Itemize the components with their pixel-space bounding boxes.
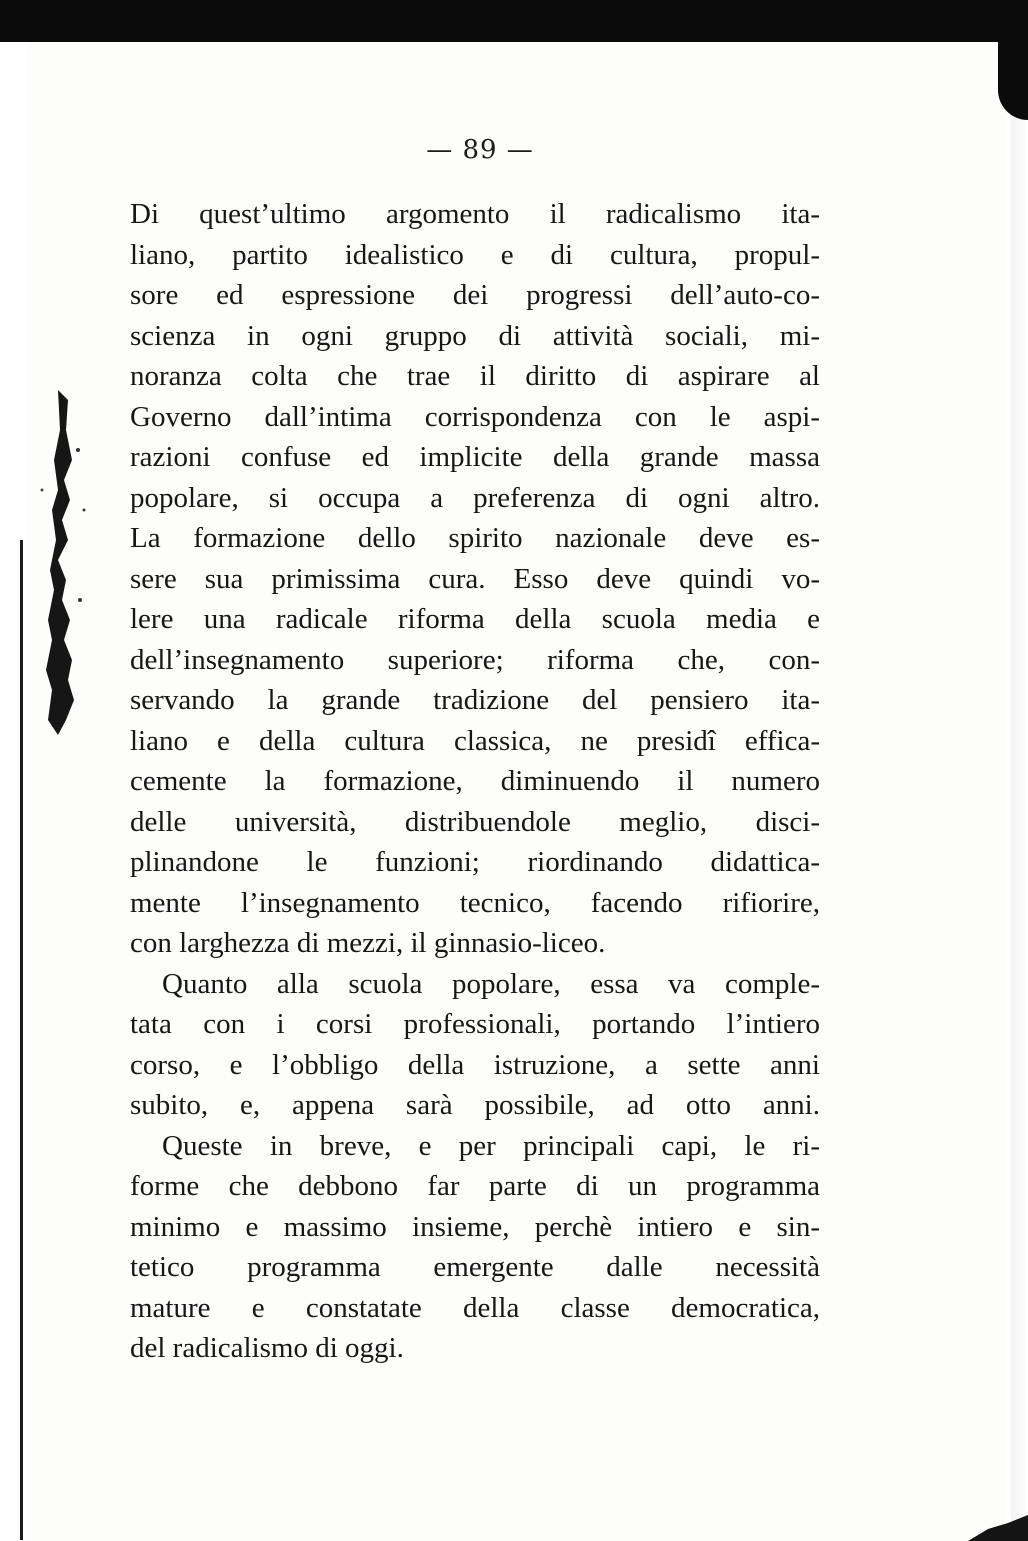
text-line: La formazione dello spirito nazionale deve es-	[130, 522, 820, 554]
text-line: subito, e, appena sarà possibile, ad otto anni.	[130, 1089, 820, 1121]
text-line: liano, partito idealistico e di cultura, propul-	[130, 238, 820, 271]
text-line: minimo e massimo insieme, perchè intiero e sin-	[130, 1210, 820, 1243]
text-line: del radicalismo di oggi.	[130, 1332, 404, 1364]
text-line: servando la grande tradizione del pensiero ita-	[130, 684, 820, 716]
body-text	[130, 194, 820, 1369]
text-line: popolare, si occupa a preferenza di ogni altro.	[130, 481, 820, 514]
text-line: Governo dall’intima corrispondenza con le aspi-	[130, 400, 820, 433]
text-line: sere sua primissima cura. Esso deve quindi vo-	[130, 562, 820, 595]
text-line: dell’insegnamento superiore; riforma che, con-	[130, 643, 820, 676]
page-number: — 89 —	[426, 135, 534, 165]
binding-edge-line	[20, 540, 23, 1540]
text-line: razioni confuse ed implicite della grande massa	[130, 441, 820, 473]
text-line: Queste in breve, e per principali capi, le ri-	[162, 1129, 820, 1162]
text-line: forme che debbono far parte di un programma	[130, 1170, 820, 1202]
text-line: mature e constatate della classe democratica,	[130, 1291, 820, 1324]
text-line: plinandone le funzioni; riordinando didattica-	[130, 846, 820, 878]
text-line: corso, e l’obbligo della istruzione, a sette anni	[130, 1048, 820, 1081]
text-line: Quanto alla scuola popolare, essa va comple-	[162, 967, 820, 1000]
scanner-top-shadow	[0, 0, 1028, 42]
text-line: Di quest’ultimo argomento il radicalismo ita-	[130, 198, 820, 230]
text-line: liano e della cultura classica, ne presidî effica-	[130, 724, 820, 757]
text-line: lere una radicale riforma della scuola media e	[130, 603, 820, 635]
text-line: tata con i corsi professionali, portando l’intiero	[130, 1008, 820, 1040]
text-line: sore ed espressione dei progressi dell’auto-co-	[130, 279, 820, 311]
scanner-corner-shadow	[998, 0, 1028, 120]
text-line: delle università, distribuendole meglio, disci-	[130, 805, 820, 838]
text-line: con larghezza di mezzi, il ginnasio-liceo.	[130, 927, 606, 959]
text-line: tetico programma emergente dalle necessità	[130, 1251, 820, 1283]
text-line: cemente la formazione, diminuendo il numero	[130, 765, 820, 797]
page-right-edge	[1006, 0, 1028, 1541]
text-line: scienza in ogni gruppo di attività sociali, mi-	[130, 319, 820, 352]
corner-smudge	[958, 1511, 1028, 1541]
binding-ink-smudge	[28, 390, 98, 750]
text-line: mente l’insegnamento tecnico, facendo rifiorire,	[130, 886, 820, 919]
text-line: noranza colta che trae il diritto di aspirare al	[130, 360, 820, 392]
